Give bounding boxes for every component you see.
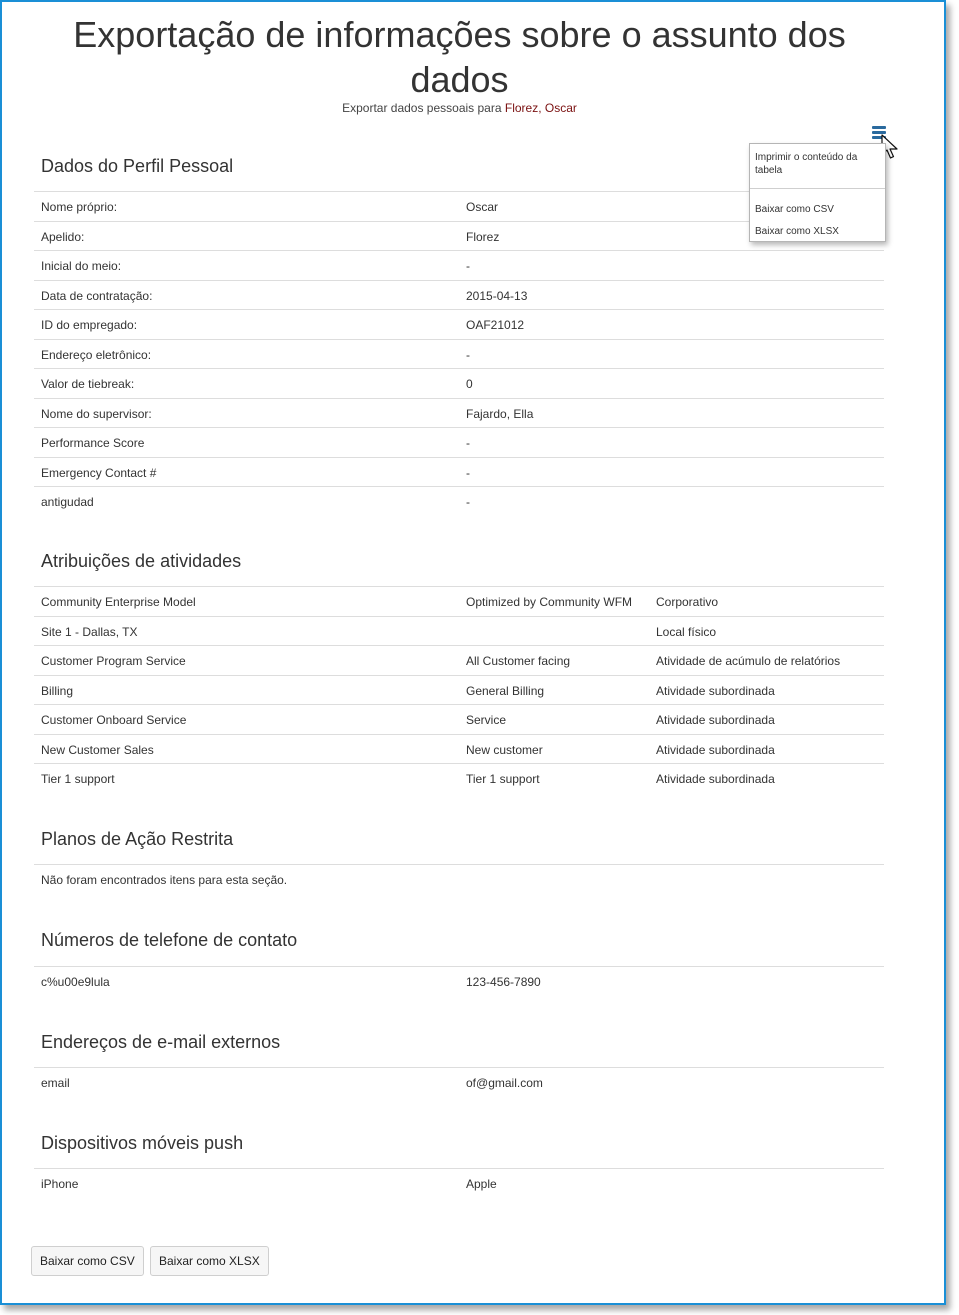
table-row [34,368,884,398]
section-title-phones: Números de telefone de contato [41,930,298,950]
activity-name: Billing [41,683,74,698]
menu-divider [750,188,885,189]
table-row [34,250,884,280]
table-row [34,966,884,996]
activity-type: Corporativo [656,595,719,609]
activity-group: General Billing [466,683,545,698]
download-xlsx-button[interactable]: Baixar como XLSX [150,1246,269,1276]
table-row [34,763,884,793]
download-csv-button[interactable]: Baixar como CSV [31,1246,144,1276]
menu-item-download-csv[interactable]: Baixar como CSV [755,204,834,215]
table-row [34,704,884,734]
activity-group: Optimized by Community WFM [466,595,633,609]
section-title-devices: Dispositivos móveis push [41,1133,244,1153]
activity-name: Site 1 - Dallas, TX [41,624,138,639]
row-value: Oscar [466,200,499,214]
section-title-emails: Endereços de e-mail externos [41,1032,281,1052]
table-row [34,486,884,516]
email-address: of@gmail.com [466,1076,543,1090]
devices-table [34,1168,884,1198]
activity-name: Community Enterprise Model [41,595,196,609]
row-value: 2015-04-13 [466,288,528,303]
page-subtitle [32,101,887,115]
row-value: - [466,259,470,273]
section-title-profile: Dados do Perfil Pessoal [41,156,234,176]
menu-item-download-xlsx[interactable]: Baixar como XLSX [755,226,839,237]
emails-table [34,1067,884,1097]
device-name: iPhone [41,1177,79,1191]
activity-name: Tier 1 support [41,772,115,786]
subject-name: Florez, Oscar [504,101,577,115]
row-label: Endereço eletrônico: [41,347,152,362]
activity-type: Atividade de acúmulo de relatórios [656,654,841,668]
row-value: Fajardo, Ella [466,406,534,421]
activity-type: Local físico [656,624,717,639]
restricted-plans-table [34,864,884,894]
row-label: ID do empregado: [41,318,138,332]
row-label: Inicial do meio: [41,259,122,273]
activity-type: Atividade subordinada [656,683,775,698]
export-dropdown-menu [749,143,886,242]
row-label: Apelido: [41,229,85,244]
activity-group: Tier 1 support [466,772,540,786]
section-title-activities: Atribuições de atividades [41,551,242,571]
row-label: Performance Score [41,436,145,450]
row-label: Nome próprio: [41,200,118,214]
row-value: - [466,495,470,509]
table-row [34,1067,884,1097]
activity-name: Customer Onboard Service [41,713,187,727]
table-row [34,616,884,646]
table-row [34,427,884,457]
email-type: email [41,1076,70,1090]
activity-group: Service [466,713,507,727]
phones-table [34,966,884,996]
row-value: OAF21012 [466,318,525,332]
row-value: 0 [466,377,473,391]
row-value: - [466,465,470,480]
row-label: Data de contratação: [41,288,153,303]
row-value: - [466,347,470,362]
table-row [34,864,884,894]
table-row [34,398,884,428]
activity-group: All Customer facing [466,654,571,668]
table-row [34,1168,884,1198]
phone-number: 123-456-7890 [466,975,541,989]
page-title: Exportação de informações sobre o assunto dos dados [73,14,846,100]
table-row [34,457,884,487]
empty-message: Não foram encontrados itens para esta seção. [41,873,288,887]
activities-table [34,586,884,793]
activity-type: Atividade subordinada [656,772,775,786]
table-row [34,280,884,310]
menu-item-print-table[interactable]: Imprimir o conteúdo da tabela [755,152,858,176]
table-row [34,734,884,764]
table-row [34,645,884,675]
activity-group: New customer [466,742,543,757]
phone-type: c%u00e9lula [41,975,110,989]
table-row [34,309,884,339]
row-value: Florez [466,229,500,244]
device-vendor: Apple [466,1177,497,1191]
section-title-restricted-plans: Planos de Ação Restrita [41,829,234,849]
row-label: Valor de tiebreak: [41,377,135,391]
table-row [34,586,884,616]
row-label: antigudad [41,495,94,509]
subtitle-prefix: Exportar dados pessoais para [342,101,502,115]
row-value: - [466,436,470,450]
row-label: Emergency Contact # [41,465,157,480]
activity-name: Customer Program Service [41,654,186,668]
row-label: Nome do supervisor: [41,406,152,421]
activity-name: New Customer Sales [41,742,154,757]
table-row [34,339,884,369]
activity-type: Atividade subordinada [656,713,775,727]
table-row [34,675,884,705]
activity-type: Atividade subordinada [656,742,775,757]
